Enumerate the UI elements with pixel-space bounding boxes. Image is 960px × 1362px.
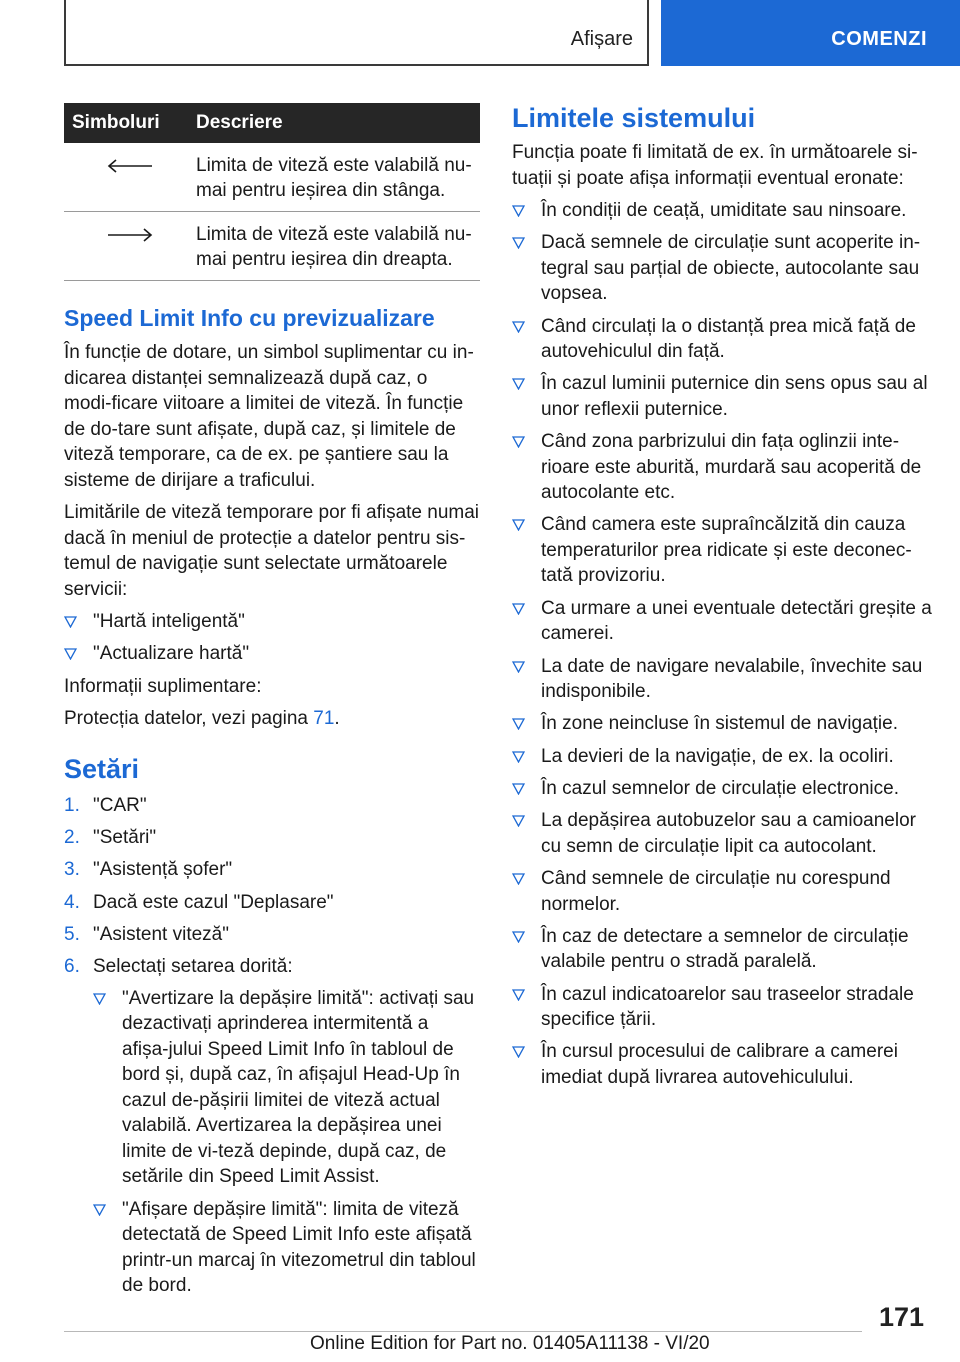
triangle-bullet-icon (512, 436, 525, 448)
list-item: 4. Dacă este cazul "Deplasare" (64, 891, 334, 913)
paragraph: Limitările de viteză temporare por fi afișate numai dacă în meniul de protecție a datelor pentru sis-temul de navigație sunt selectate următoarele servicii: (64, 502, 480, 600)
more-info-label: Informații suplimentare: (64, 675, 262, 697)
triangle-bullet-icon (512, 1046, 525, 1058)
table-cell-description: Limita de viteză este valabilă nu-mai pentru ieșirea din dreapta. (196, 224, 472, 270)
triangle-bullet-icon (512, 989, 525, 1001)
list-item: "Avertizare la depășire limită": activați sau dezactivați aprinderea intermitentă a afișa-jului Speed Limit Info în tabloul de bord și, după caz, în afișajul Head-Up în cazul de-pășirii limitei de viteză actual valabilă. Avertizarea la depășirea unei limite de vi-teză depinde, după caz, de setările din Speed Limit Assist. (93, 986, 480, 1190)
triangle-bullet-icon (512, 783, 525, 795)
table-row (64, 143, 480, 212)
triangle-bullet-icon (512, 931, 525, 943)
list-item: "Hartă inteligentă" (64, 609, 480, 635)
list-item: 5. "Asistent viteză" (64, 923, 229, 945)
list-item: Dacă semnele de circulație sunt acoperite in-tegral sau parțial de obiecte, autocolante sau vopsea. (512, 230, 932, 307)
page-reference-link[interactable]: 71 (313, 708, 335, 730)
triangle-bullet-icon (64, 648, 77, 660)
triangle-bullet-icon (512, 873, 525, 885)
list-item: La devieri de la navigație, de ex. la ocoliri. (512, 744, 932, 770)
list-item: 1. "CAR" (64, 794, 147, 816)
list-item: Ca urmare a unei eventuale detectări greșite a camerei. (512, 596, 932, 647)
table-row (64, 212, 480, 281)
edition-label: Online Edition for Part no. 01405A11138 - VI/20 (310, 1333, 710, 1354)
paragraph: Funcția poate fi limitată de ex. în următoarele si-tuații și poate afișa informații eventual eronate: (512, 142, 918, 189)
list-item: Când semnele de circulație nu corespund normelor. (512, 866, 932, 917)
paragraph: În funcție de dotare, un simbol suplimentar cu in-dicarea distanței semnalizează după caz, o modi-ficare viitoare a limitei de viteză. În funcție de do-tare sunt afișate, după caz, și limitele de viteză temporare, ca de ex. pe șantiere sau la sisteme de dirijare a traficului. (64, 342, 474, 491)
triangle-bullet-icon (93, 993, 106, 1005)
table-header-symbols: Simboluri (72, 112, 160, 133)
arrow-right-icon (107, 228, 153, 242)
list-item: În cursul procesului de calibrare a camerei imediat după livrarea autovehiculului. (512, 1039, 932, 1090)
list-item: Când camera este supraîncălzită din cauza temperaturilor prea ridicate și este deconec-tată provizoriu. (512, 512, 932, 589)
triangle-bullet-icon (512, 378, 525, 390)
table-header-description: Descriere (196, 112, 283, 133)
triangle-bullet-icon (512, 519, 525, 531)
list-item: "Afișare depășire limită": limita de viteză detectată de Speed Limit Info este afișată printr-un marcaj în vitezometrul din tabloul de bord. (93, 1197, 480, 1299)
triangle-bullet-icon (512, 321, 525, 333)
list-item: În cazul semnelor de circulație electronice. (512, 776, 932, 802)
triangle-bullet-icon (64, 616, 77, 628)
list-item: Când circulați la o distanță prea mică față de autovehiculul din față. (512, 314, 932, 365)
triangle-bullet-icon (93, 1204, 106, 1216)
settings-options (93, 986, 480, 1299)
triangle-bullet-icon (512, 751, 525, 763)
system-limits-list (512, 198, 932, 1090)
list-item: 3. "Asistență șofer" (64, 859, 233, 881)
chapter-label: COMENZI (831, 28, 927, 50)
list-item: La depășirea autobuzelor sau a camioanelor cu semn de circulație lipit ca autocolant. (512, 808, 932, 859)
list-item: În caz de detectare a semnelor de circulație valabile pentru o stradă paralelă. (512, 924, 932, 975)
list-item: Când zona parbrizului din fața oglinzii inte-rioare este aburită, murdară sau acoperită de autocolante etc. (512, 429, 932, 506)
triangle-bullet-icon (512, 815, 525, 827)
list-item: În cazul indicatoarelor sau traseelor stradale specifice țării. (512, 982, 932, 1033)
left-column (64, 103, 480, 1305)
table-cell-description: Limita de viteză este valabilă nu-mai pentru ieșirea din stânga. (196, 155, 472, 201)
services-list (64, 609, 480, 667)
triangle-bullet-icon (512, 661, 525, 673)
speed-limit-preview-heading: Speed Limit Info cu previzualizare (64, 305, 435, 331)
list-item: La date de navigare nevalabile, învechite sau indisponibile. (512, 654, 932, 705)
triangle-bullet-icon (512, 603, 525, 615)
settings-steps (64, 793, 480, 1299)
table-header (64, 103, 480, 143)
arrow-left-icon (107, 159, 153, 173)
list-item: 6. Selectați setarea dorită: "Avertizare la depășire limită": activați sau dezactivați aprinderea intermitentă a afișa-jului Speed Limit Info în tabloul de bord și, după caz, în afișajul Head-Up în cazul de-pășirii limitei de viteză actual valabilă. Avertizarea la depășirea unei limite de vi-teză depinde, după caz, de setările din Speed Limit Assist. "Afișare depășire limită": limita de viteză detectată de Speed Limit Info este afișată printr-un marcaj în vitezometrul din tabloul de bord. (64, 954, 480, 1298)
list-item: 2. "Setări" (64, 827, 157, 849)
system-limits-heading: Limitele sistemului (512, 103, 756, 133)
triangle-bullet-icon (512, 205, 525, 217)
footer-divider (64, 1331, 862, 1332)
page-number: 171 (878, 1302, 924, 1332)
list-item: În condiții de ceață, umiditate sau ninsoare. (512, 198, 932, 224)
header-section-tab (64, 0, 649, 66)
section-label: Afișare (570, 28, 633, 50)
triangle-bullet-icon (512, 237, 525, 249)
list-item: În cazul luminii puternice din sens opus sau al unor reflexii puternice. (512, 371, 932, 422)
symbol-table (64, 103, 480, 281)
reference-line: Protecția datelor, vezi pagina 71. (64, 708, 340, 730)
list-item: În zone neincluse în sistemul de navigație. (512, 711, 932, 737)
right-column (512, 103, 932, 1097)
settings-heading: Setări (64, 753, 140, 784)
list-item: "Actualizare hartă" (64, 641, 480, 667)
header-chapter-tab (661, 0, 960, 66)
triangle-bullet-icon (512, 718, 525, 730)
